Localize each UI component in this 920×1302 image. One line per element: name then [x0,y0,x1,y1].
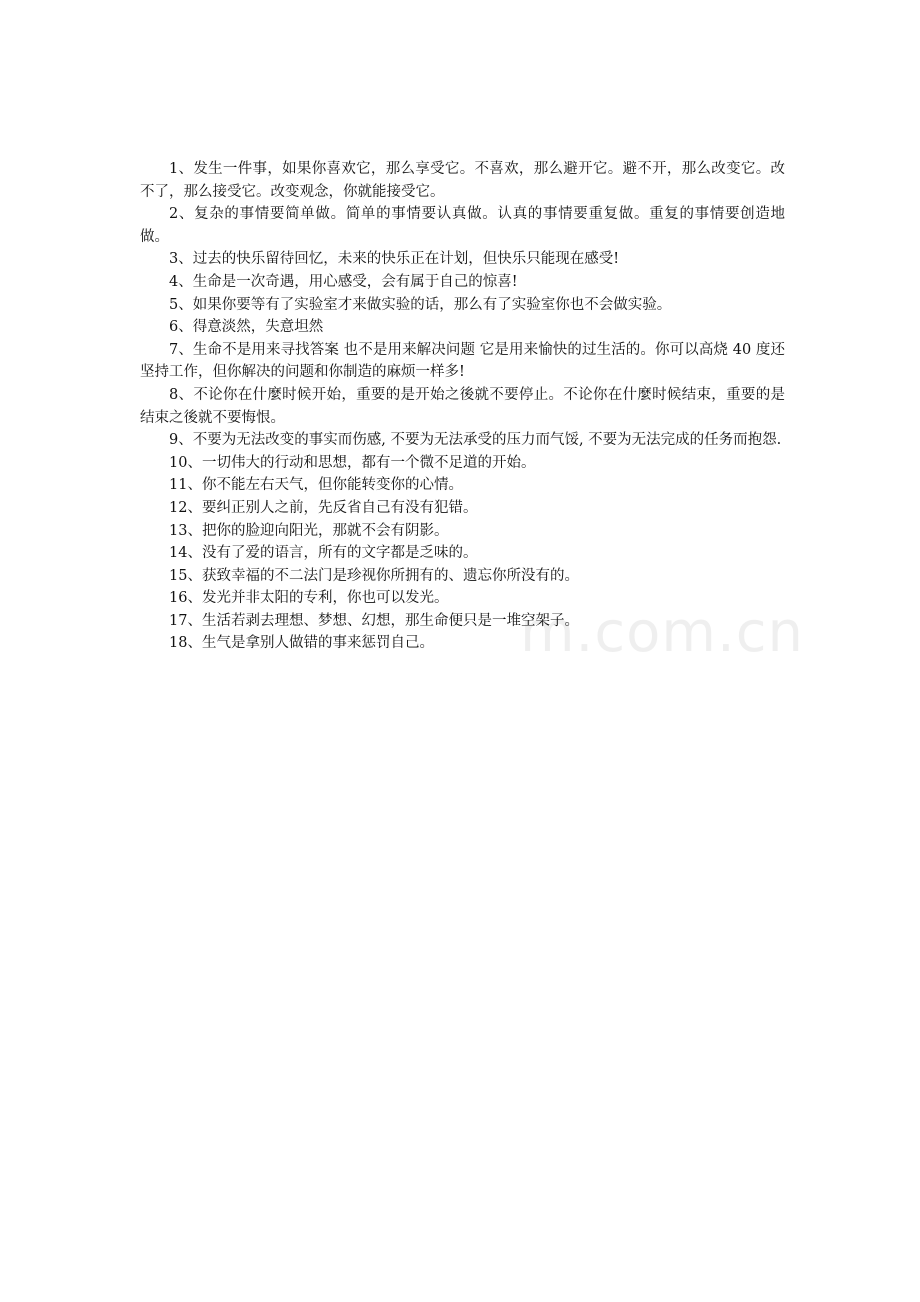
quote-item: 9、不要为无法改变的事实而伤感, 不要为无法承受的压力而气馁, 不要为无法完成的任务而抱怨. [169,432,782,449]
quote-item: 3、过去的快乐留待回忆，未来的快乐正在计划，但快乐只能现在感受! [169,251,620,268]
quote-item: 12、要纠正别人之前，先反省自己有没有犯错。 [169,499,478,516]
quote-item: 11、你不能左右天气，但你能转变你的心情。 [169,477,463,494]
quote-item: 6、得意淡然，失意坦然 [169,319,324,336]
quote-item: 4、生命是一次奇遇，用心感受，会有属于自己的惊喜! [169,273,518,290]
quote-item: 1、发生一件事，如果你喜欢它，那么享受它。不喜欢，那么避开它。避不开，那么改变它。改不了，那么接受它。改变观念，你就能接受它。 [140,161,785,200]
quote-item: 15、获致幸福的不二法门是珍视你所拥有的、遗忘你所没有的。 [169,567,579,584]
quote-item: 18、生气是拿别人做错的事来惩罚自己。 [169,635,434,652]
quote-item: 14、没有了爱的语言，所有的文字都是乏味的。 [169,545,478,562]
quote-item: 7、生命不是用来寻找答案 也不是用来解决问题 它是用来愉快的过生活的。你可以高烧 40 度还坚持工作，但你解决的问题和你制造的麻烦一样多! [140,341,785,381]
quote-item: 8、不论你在什麼时候开始，重要的是开始之後就不要停止。不论你在什麼时候结束，重要的是结束之後就不要悔恨。 [140,386,785,426]
quote-item: 5、如果你要等有了实验室才来做实验的话，那么有了实验室你也不会做实验。 [169,296,672,313]
watermark: m.com.cn [520,600,805,665]
quote-item: 10、一切伟大的行动和思想，都有一个微不足道的开始。 [169,454,536,471]
quote-item: 17、生活若剥去理想、梦想、幻想，那生命便只是一堆空架子。 [169,612,579,629]
quote-item: 16、发光并非太阳的专利，你也可以发光。 [169,590,449,607]
quote-item: 13、把你的脸迎向阳光，那就不会有阴影。 [169,522,449,539]
quote-list [140,158,785,655]
quote-item: 2、复杂的事情要简单做。简单的事情要认真做。认真的事情要重复做。重复的事情要创造地做。 [140,206,785,245]
